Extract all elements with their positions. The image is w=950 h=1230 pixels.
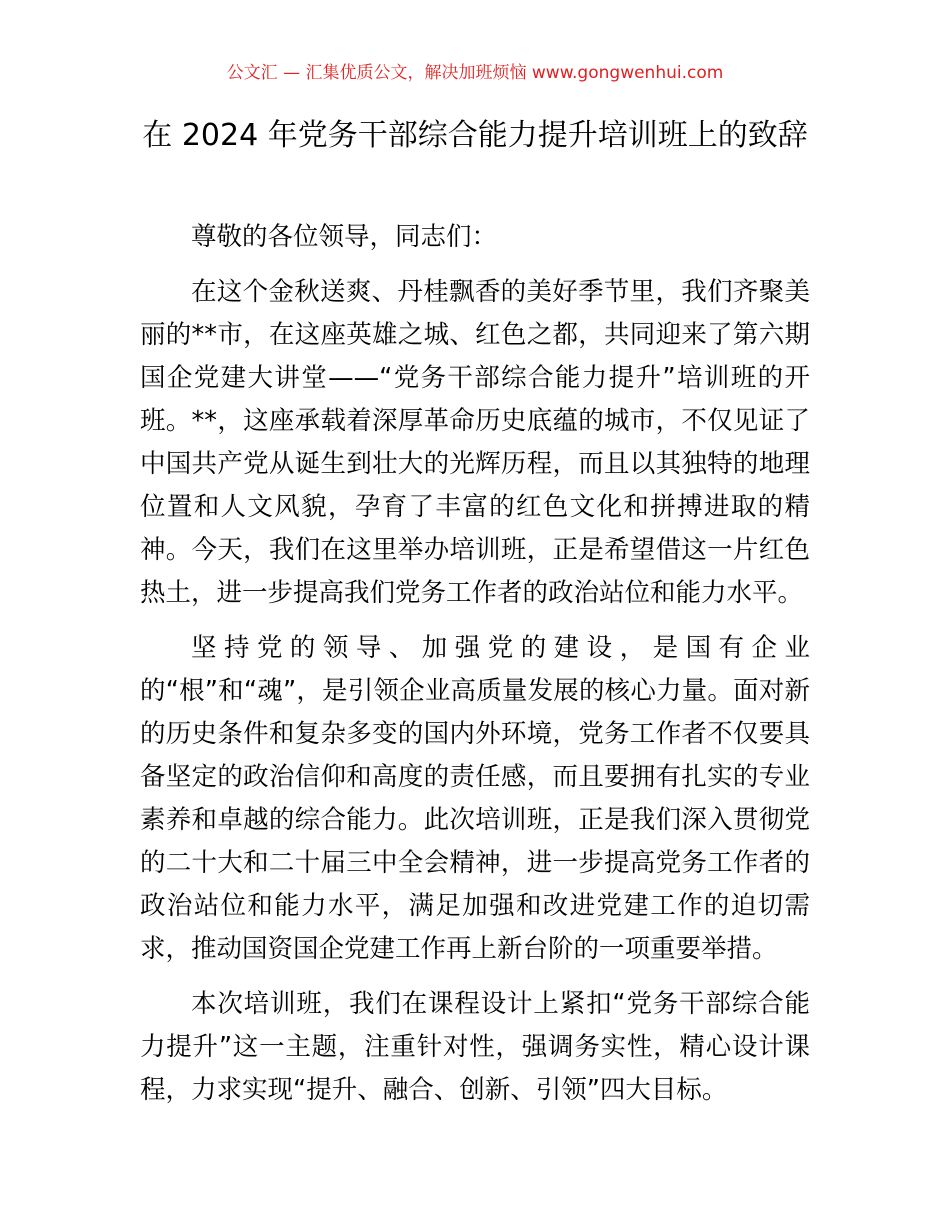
paragraph: 在这个金秋送爽、丹桂飘香的美好季节里，我们齐聚美丽的**市，在这座英雄之城、红色之都，共同迎来了第六期国企党建大讲堂——“党务干部综合能力提升”培训班的开班。**，这座承载着深厚革命历史底蕴的城市，不仅见证了中国共产党从诞生到壮大的光辉历程，而且以其独特的地理位置和人文风貌，孕育了丰富的红色文化和拼搏进取的精神。今天，我们在这里举办培训班，正是希望借这一片红色热土，进一步提高我们党务工作者的政治站位和能力水平。 [140, 277, 810, 608]
watermark-banner: 公文汇 — 汇集优质公文，解决加班烦恼 www.gongwenhui.com [226, 63, 724, 83]
paragraph: 本次培训班，我们在课程设计上紧扣“党务干部综合能力提升”这一主题，注重针对性，强调务实性，精心设计课程，力求实现“提升、融合、创新、引领”四大目标。 [140, 989, 810, 1105]
paragraph: 坚持党的领导、加强党的建设，是国有企业的“根”和“魂”，是引领企业高质量发展的核心力量。面对新的历史条件和复杂多变的国内外环境，党务工作者不仅要具备坚定的政治信仰和高度的责任感，而且要拥有扎实的专业素养和卓越的综合能力。此次培训班，正是我们深入贯彻党的二十大和二十届三中全会精神，进一步提高党务工作者的政治站位和能力水平，满足加强和改进党建工作的迫切需求，推动国资国企党建工作再上新台阶的一项重要举措。 [140, 633, 810, 964]
salutation: 尊敬的各位领导，同志们： [191, 222, 498, 252]
document-title: 在 2024 年党务干部综合能力提升培训班上的致辞 [142, 118, 808, 153]
document-body [140, 216, 810, 1124]
